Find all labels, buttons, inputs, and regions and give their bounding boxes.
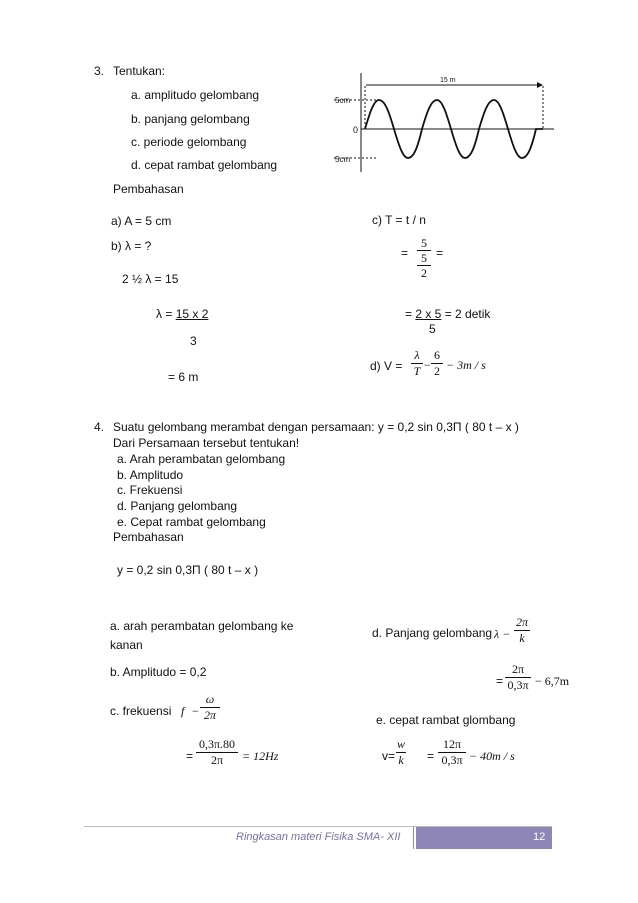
q4-e-den2: 0,3π <box>441 753 463 767</box>
q3-c-eq1-post: = <box>436 246 444 260</box>
q3-item-a: a. amplitudo gelombang <box>131 88 260 102</box>
wave-amp-top-label: 5cm <box>335 96 351 105</box>
q3-number: 3. <box>94 64 105 78</box>
q4-number: 4. <box>94 420 105 434</box>
q3-c-den: 2 <box>421 266 427 280</box>
q4-d2-result: − 6,7m <box>535 674 570 688</box>
q3-item-c: c. periode gelombang <box>131 135 247 149</box>
q4-item-b: b. Amplitudo <box>117 468 184 482</box>
q4-answer-a-line2: kanan <box>110 638 143 652</box>
q4-d-label: d. Panjang gelombang <box>372 626 493 640</box>
q4-e-pre: v= <box>382 749 396 763</box>
footer-page-box <box>416 827 552 849</box>
q3-answer-c-eq2 <box>405 307 490 321</box>
q3-item-d: d. cepat rambat gelombang <box>131 158 278 172</box>
q3-d-eq: − <box>424 358 431 372</box>
wave-zero-label: 0 <box>353 125 359 135</box>
q3-d-frac2 <box>431 348 443 379</box>
q4-line2: Dari Persamaan tersebut tentukan! <box>113 436 300 450</box>
q3-d-result: − 3m / s <box>446 358 486 372</box>
q4-c2-pre: = <box>186 749 194 763</box>
q4-pembahasan: Pembahasan <box>113 530 184 544</box>
q3-answer-c: c) T = t / n <box>372 213 426 227</box>
q4-d-num: 2π <box>515 615 528 629</box>
q3-c-eq2-post: = 2 detik <box>441 307 491 321</box>
q3-c-eq1-pre: = <box>401 246 409 260</box>
q3-c-mid: 5 <box>421 251 427 265</box>
q3-pembahasan: Pembahasan <box>113 182 184 196</box>
q4-line1: Suatu gelombang merambat dengan persamaan: y = 0,2 sin 0,3Π ( 80 t – x ) <box>113 420 519 434</box>
q4-d2-num: 2π <box>511 662 525 676</box>
q4-c-label: c. frekuensi <box>110 704 172 718</box>
q4-c2-num: 0,3π.80 <box>198 737 236 751</box>
q3-c-fraction <box>417 236 431 280</box>
q4-d-lambda: λ − <box>494 627 511 641</box>
q3-d-den2: 2 <box>434 364 440 378</box>
q3-d-num2: 6 <box>434 348 440 362</box>
q3-b-eq2-num: 15 x 2 <box>175 307 209 321</box>
q4-item-e: e. Cepat rambat gelombang <box>117 515 266 529</box>
footer-separator <box>413 827 414 849</box>
q4-c2-den: 2π <box>210 753 224 767</box>
q4-item-d: d. Panjang gelombang <box>117 499 238 513</box>
q4-d2-frac <box>505 662 531 693</box>
q4-e-frac1 <box>396 737 406 768</box>
q3-c-num: 5 <box>421 236 427 250</box>
q3-c-eq2-den: 5 <box>429 322 436 336</box>
q4-equation: y = 0,2 sin 0,3Π ( 80 t – x ) <box>117 563 259 577</box>
q4-d-frac <box>514 615 530 646</box>
footer-page-number: 12 <box>533 831 546 843</box>
q4-c-minus: − <box>192 704 199 718</box>
q4-e-den1: k <box>398 753 404 767</box>
q3-title: Tentukan: <box>113 64 166 78</box>
q3-b-eq2-den: 3 <box>190 334 197 348</box>
q3-d-den1: T <box>413 364 421 378</box>
q4-item-a: a. Arah perambatan gelombang <box>117 452 286 466</box>
q4-e-label: e. cepat rambat glombang <box>376 713 516 727</box>
q3-d-frac1 <box>411 348 423 379</box>
q3-c-eq2-pre: = <box>405 307 416 321</box>
q4-d-den: k <box>519 631 525 645</box>
footer-title: Ringkasan materi Fisika SMA- XII <box>236 831 401 843</box>
q3-item-b: b. panjang gelombang <box>131 112 250 126</box>
q4-answer-a-line1: a. arah perambatan gelombang ke <box>110 619 294 633</box>
q3-answer-b-eq1: 2 ½ λ = 15 <box>122 272 179 286</box>
q4-e-num1: w <box>396 737 405 751</box>
q3-answer-b: b) λ = ? <box>111 239 152 253</box>
q4-answer-b: b. Amplitudo = 0,2 <box>110 665 207 679</box>
q4-e-frac2 <box>438 737 466 768</box>
q3-b-eq2-lhs: λ = <box>156 307 176 321</box>
q3-answer-b-eq2 <box>156 307 208 321</box>
q4-c-num: ω <box>205 692 215 706</box>
q3-d-num1: λ <box>414 348 420 362</box>
q4-item-c: c. Frekuensi <box>117 483 183 497</box>
q4-c2-result: = 12Hz <box>242 749 279 763</box>
q3-answer-a: a) A = 5 cm <box>111 214 172 228</box>
wave-span-label: 15 m <box>440 77 456 84</box>
q4-c-den: 2π <box>203 708 216 722</box>
wave-amp-bottom-label: 5cm <box>335 155 351 164</box>
q4-e-eq: = <box>427 749 435 763</box>
q4-c-f: f <box>181 704 185 718</box>
q3-d-pre: d) V = <box>370 359 403 373</box>
q4-d2-pre: = <box>496 674 504 688</box>
q4-e-num2: 12π <box>442 737 462 751</box>
wave-diagram <box>330 68 560 176</box>
q4-c2-frac <box>196 737 238 768</box>
q4-d2-den: 0,3π <box>507 678 529 692</box>
q4-c-frac <box>200 692 220 723</box>
q3-answer-b-eq3: = 6 m <box>168 370 199 384</box>
q3-c-eq2-num: 2 x 5 <box>415 307 442 321</box>
q4-e-result: − 40m / s <box>469 749 515 763</box>
